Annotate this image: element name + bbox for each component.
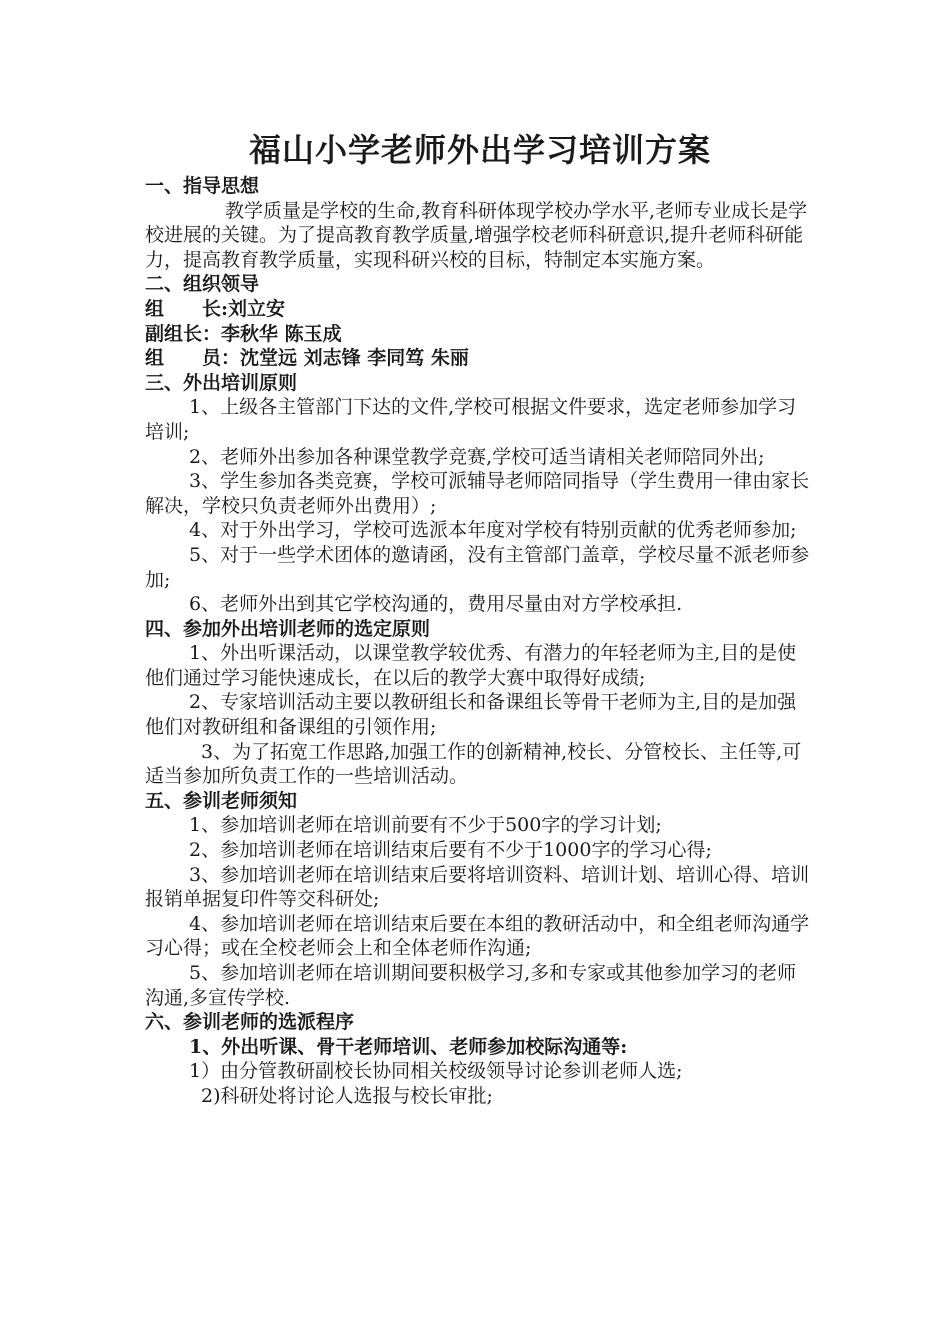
list-item: 3、学生参加各类竞赛，学校可派辅导老师陪同指导（学生费用一律由家长解决，学校只负责老师外出费用）; bbox=[145, 470, 810, 517]
org-members: 组 员：沈堂远 刘志锋 李同笃 朱丽 bbox=[145, 347, 469, 370]
list-item: 3、为了拓宽工作思路,加强工作的创新精神,校长、分管校长、主任等,可适当参加所负责工作的一些培训活动。 bbox=[145, 740, 802, 788]
list-item: 5、对于一些学术团体的邀请函，没有主管部门盖章，学校尽量不派老师参加; bbox=[145, 543, 810, 591]
section-body-guiding-thought: 教学质量是学校的生命,教育科研体现学校办学水平,老师专业成长是学校进展的关键。为了提高教育教学质量,增强学校老师科研意识,提升老师科研能力，提高教育教学质量，实现科研兴校的目标，特制定本实施方案。 bbox=[145, 199, 808, 271]
section-heading-trainee-notes: 五、参训老师须知 bbox=[145, 789, 298, 812]
list-item: 4、参加培训老师在培训结束后要在本组的教研活动中，和全组老师沟通学习心得；或在全校老师会上和全体老师作沟通; bbox=[145, 912, 810, 960]
list-item: 2、专家培训活动主要以教研组长和备课组长等骨干老师为主,目的是加强他们对教研组和备课组的引领作用; bbox=[145, 691, 797, 739]
list-item: 1）由分管教研副校长协同相关校级领导讨论参训老师人选; bbox=[189, 1060, 683, 1083]
org-leader: 组 长:刘立安 bbox=[145, 297, 286, 320]
list-item: 1、外出听课活动，以课堂教学较优秀、有潜力的年轻老师为主,目的是使他们通过学习能快速成长，在以后的教学大赛中取得好成绩; bbox=[145, 642, 797, 689]
list-item: 4、对于外出学习，学校可选派本年度对学校有特别贡献的优秀老师参加; bbox=[189, 519, 797, 542]
section-heading-training-principles: 三、外出培训原则 bbox=[145, 371, 298, 394]
list-item: 6、老师外出到其它学校沟通的，费用尽量由对方学校承担. bbox=[189, 593, 683, 616]
subsection-heading: 1、外出听课、骨干老师培训、老师参加校际沟通等: bbox=[189, 1035, 628, 1058]
list-item: 1、参加培训老师在培训前要有不少于500字的学习计划; bbox=[189, 814, 662, 837]
list-item: 2、参加培训老师在培训结束后要有不少于1000字的学习心得; bbox=[189, 839, 712, 862]
org-vice-leaders: 副组长：李秋华 陈玉成 bbox=[145, 322, 342, 345]
document-page bbox=[145, 128, 815, 1109]
list-item: 5、参加培训老师在培训期间要积极学习,多和专家或其他参加学习的老师沟通,多宣传学校. bbox=[145, 962, 797, 1009]
section-heading-organization: 二、组织领导 bbox=[145, 273, 260, 296]
list-item: 1、上级各主管部门下达的文件,学校可根据文件要求，选定老师参加学习培训; bbox=[145, 396, 797, 443]
section-heading-selection-procedure: 六、参训老师的选派程序 bbox=[145, 1011, 355, 1034]
list-item: 2)科研处将讨论人选报与校长审批; bbox=[201, 1084, 493, 1107]
section-heading-guiding-thought: 一、指导思想 bbox=[145, 175, 260, 197]
section-heading-selection-principles: 四、参加外出培训老师的选定原则 bbox=[145, 617, 431, 640]
list-item: 2、老师外出参加各种课堂教学竞赛,学校可适当请相关老师陪同外出; bbox=[189, 445, 765, 468]
document-title: 福山小学老师外出学习培训方案 bbox=[248, 131, 711, 169]
list-item: 3、参加培训老师在培训结束后要将培训资料、培训计划、培训心得、培训报销单据复印件等交科研处; bbox=[145, 863, 810, 911]
